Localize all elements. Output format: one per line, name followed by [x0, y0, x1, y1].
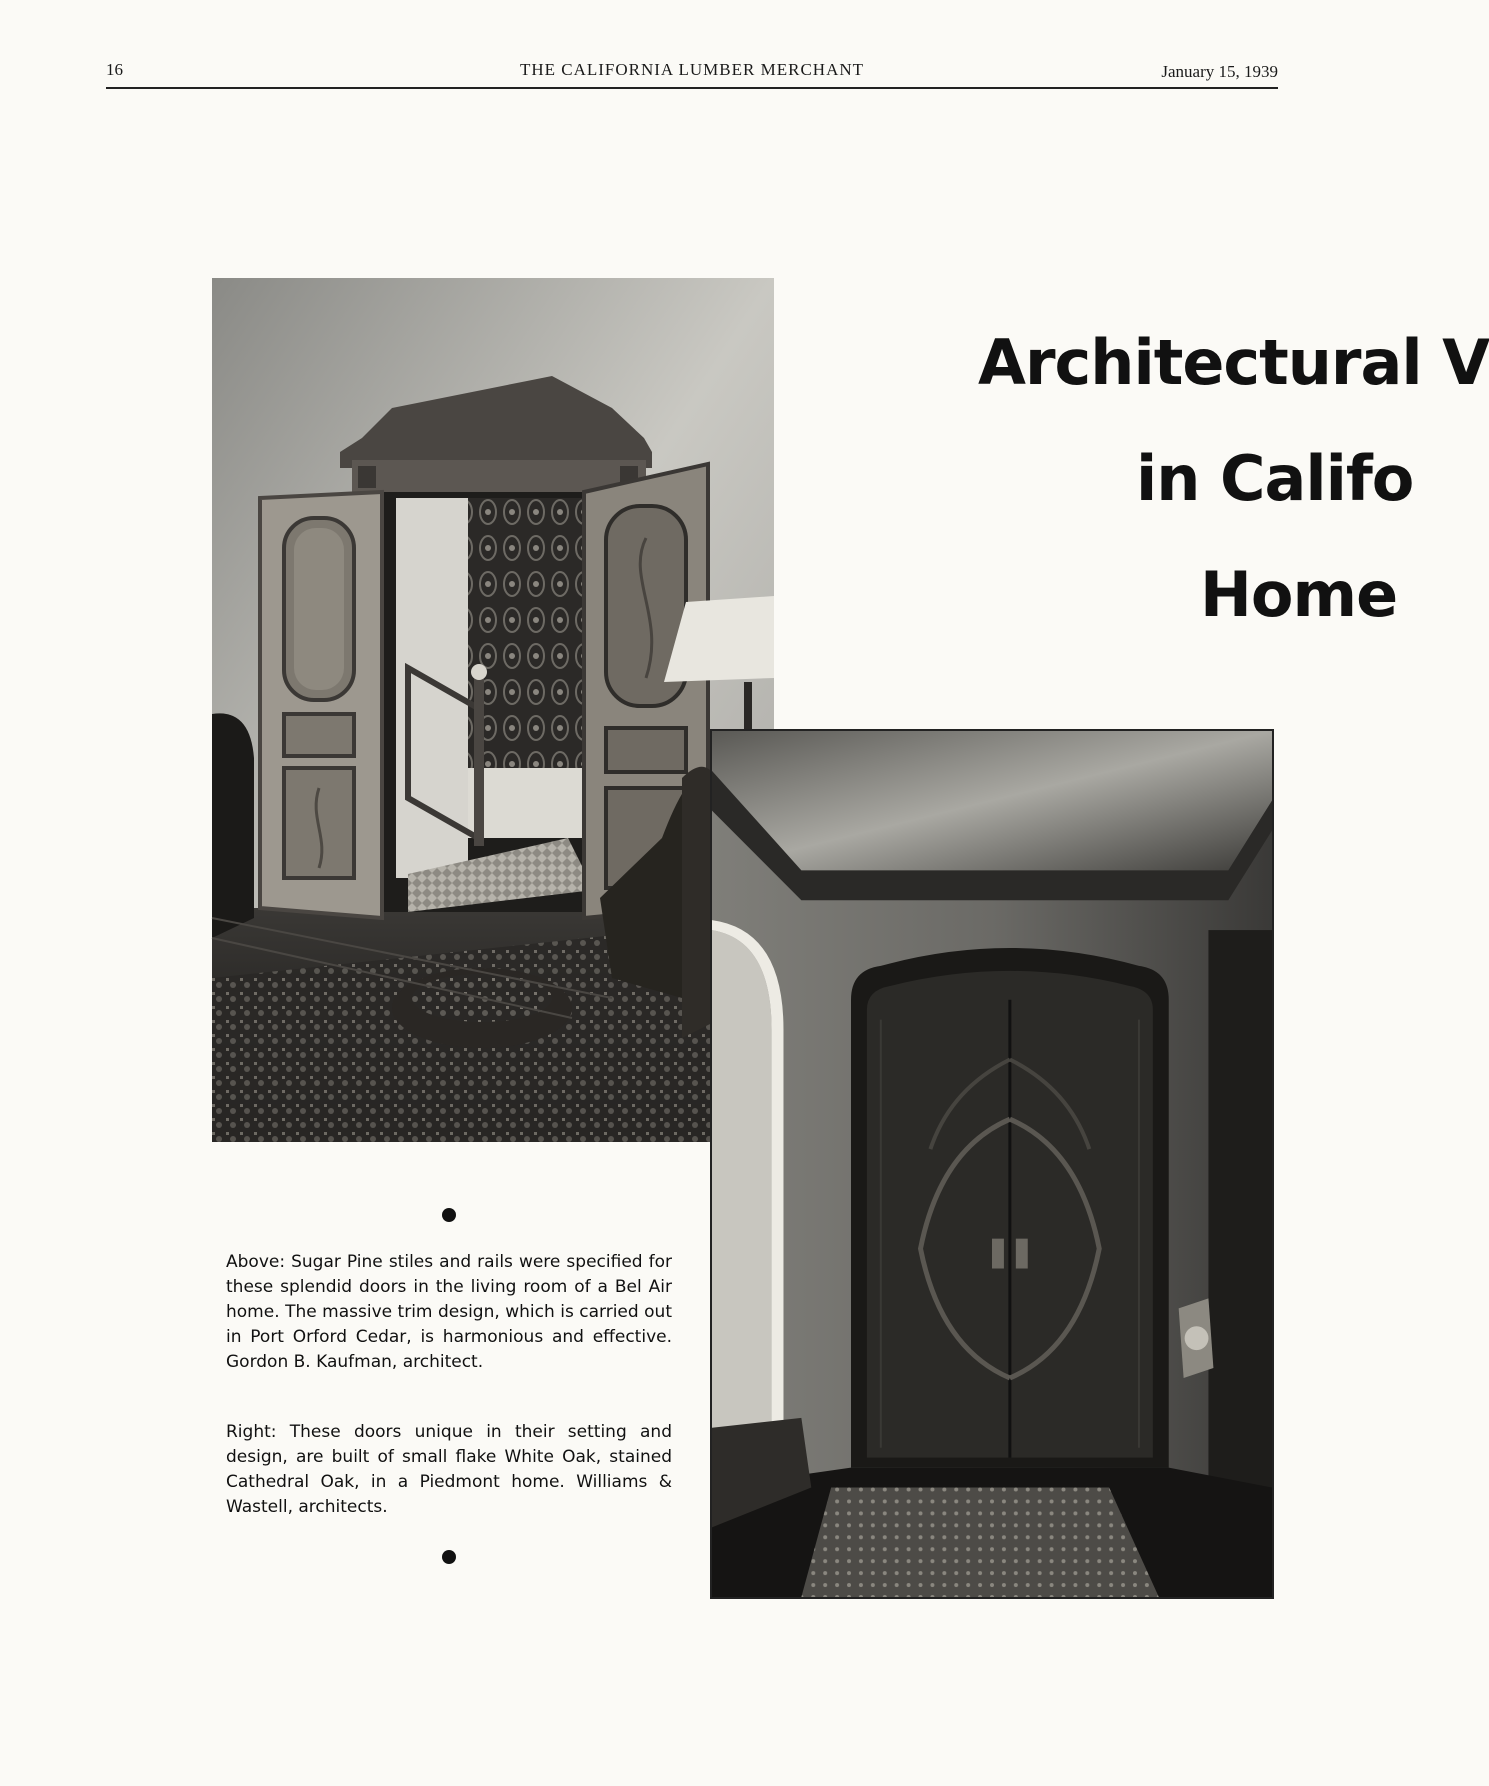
- title-line-3: Home: [1200, 558, 1398, 631]
- photo-living-room-doors: [212, 278, 774, 1142]
- bullet-top: [442, 1208, 456, 1222]
- title-line-2: in Califo: [1136, 442, 1414, 515]
- living-room-doors-picture: [212, 278, 774, 1142]
- publication-title: THE CALIFORNIA LUMBER MERCHANT: [519, 60, 865, 79]
- title-line-1: Architectural V: [978, 326, 1489, 399]
- caption-above: Above: Sugar Pine stiles and rails were specified for these splendid doors in the living room of a Bel Air home. The massive trim design, which is carried out in Port Orford Cedar, is harmonious and effective. Gordon B. Kaufman, architect.: [226, 1252, 672, 1372]
- caption-right: Right: These doors unique in their setting and design, are built of small flake White Oak, stained Cathedral Oak, in a Piedmont home. Williams & Wastell, architects.: [226, 1422, 672, 1517]
- issue-date: January 15, 1939: [1161, 62, 1278, 81]
- page-number: 16: [106, 60, 123, 79]
- photo-arched-oak-doors: [710, 729, 1274, 1599]
- page-header: [106, 58, 1278, 88]
- header-rule: [106, 87, 1278, 89]
- bullet-bottom: [442, 1550, 456, 1564]
- arched-oak-doors-picture: [712, 731, 1272, 1597]
